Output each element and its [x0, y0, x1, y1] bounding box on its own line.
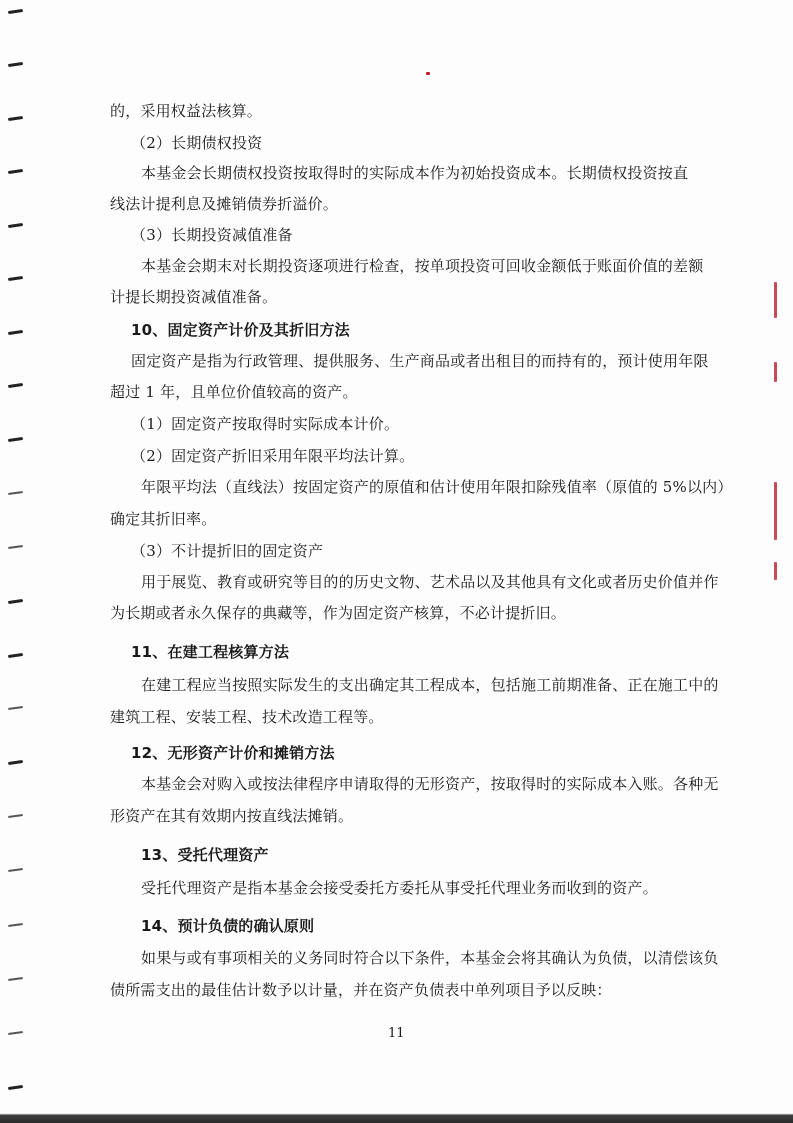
body-text-line: 年限平均法（直线法）按固定资产的原值和估计使用年限扣除残值率（原值的 5%以内） — [141, 478, 733, 496]
binder-mark — [8, 330, 23, 335]
binder-mark — [8, 653, 23, 658]
body-text-line: 本基金会期末对长期投资逐项进行检查，按单项投资可回收金额低于账面价值的差额 — [141, 257, 704, 275]
page-number: 11 — [388, 1026, 405, 1041]
binder-mark — [8, 706, 23, 710]
red-ink-dot — [426, 72, 430, 75]
body-text-line: 如果与或有事项相关的义务同时符合以下条件，本基金会将其确认为负债，以清偿该负 — [141, 949, 719, 967]
binder-mark — [8, 116, 23, 121]
body-text-line: 受托代理资产是指本基金会接受委托方委托从事受托代理业务而收到的资产。 — [141, 879, 658, 897]
binder-mark — [8, 223, 23, 228]
body-text-line: 用于展览、教育或研究等目的的历史文物、艺术品以及其他具有文化或者历史价值并作 — [141, 573, 719, 591]
binder-mark — [8, 1031, 23, 1035]
body-text-line: （2）固定资产折旧采用年限平均法计算。 — [131, 447, 415, 465]
binder-mark — [8, 923, 23, 927]
binder-mark — [8, 276, 23, 281]
body-text-line: 的，采用权益法核算。 — [110, 102, 263, 120]
body-text-line: 超过 1 年，且单位价值较高的资产。 — [110, 383, 358, 401]
section-heading: 13、受托代理资产 — [141, 846, 269, 864]
binder-mark — [8, 977, 23, 981]
subheading-line: （2）长期债权投资 — [131, 134, 263, 152]
binder-mark — [8, 760, 23, 765]
section-heading: 12、无形资产计价和摊销方法 — [131, 744, 335, 762]
body-text-line: 建筑工程、安装工程、技术改造工程等。 — [110, 708, 384, 726]
subheading-line: （3）长期投资减值准备 — [131, 226, 293, 244]
binder-mark — [8, 383, 23, 388]
binder-mark — [8, 491, 23, 495]
body-text-line: 确定其折旧率。 — [110, 510, 217, 528]
binder-mark — [8, 599, 23, 604]
section-heading: 11、在建工程核算方法 — [131, 643, 290, 661]
seal-fragment — [774, 482, 777, 540]
binder-mark — [8, 62, 23, 67]
body-text-line: 债所需支出的最佳估计数予以计量，并在资产负债表中单列项目予以反映： — [110, 981, 612, 999]
body-text-line: 本基金会对购入或按法律程序申请取得的无形资产，按取得时的实际成本入账。各种无 — [141, 775, 719, 793]
binder-mark — [8, 814, 23, 818]
subheading-line: （3）不计提折旧的固定资产 — [131, 542, 324, 560]
body-text-line: 本基金会长期债权投资按取得时的实际成本作为初始投资成本。长期债权投资按直 — [141, 164, 689, 182]
seal-fragment — [774, 282, 777, 318]
body-text-line: 固定资产是指为行政管理、提供服务、生产商品或者出租目的而持有的，预计使用年限 — [131, 352, 709, 370]
body-text-line: 形资产在其有效期内按直线法摊销。 — [110, 807, 354, 825]
binder-mark — [8, 1085, 23, 1090]
body-text-line: 线法计提利息及摊销债券折溢价。 — [110, 195, 339, 213]
seal-fragment — [774, 362, 777, 382]
body-text-line: 计提长期投资减值准备。 — [110, 288, 278, 306]
body-text-line: 在建工程应当按照实际发生的支出确定其工程成本，包括施工前期准备、正在施工中的 — [141, 676, 719, 694]
section-heading: 10、固定资产计价及其折旧方法 — [131, 321, 350, 339]
body-text-line: （1）固定资产按取得时实际成本计价。 — [131, 415, 400, 433]
binder-mark — [8, 545, 23, 549]
binder-mark — [8, 437, 23, 442]
body-text-line: 为长期或者永久保存的典藏等，作为固定资产核算，不必计提折旧。 — [110, 604, 567, 622]
binder-mark — [8, 868, 23, 872]
section-heading: 14、预计负债的确认原则 — [141, 917, 315, 935]
binder-mark — [8, 9, 23, 14]
binder-mark — [8, 169, 23, 174]
scan-bottom-edge — [0, 1111, 793, 1123]
seal-fragment — [774, 562, 777, 580]
